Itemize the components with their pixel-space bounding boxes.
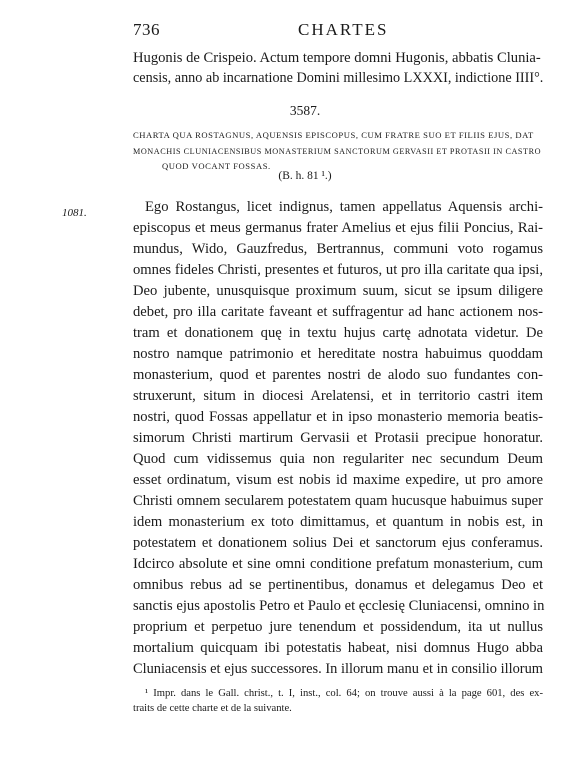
charter-body-line: sanctis ejus apostolis Petro et Paulo et ęcclesię Cluniacensi, omnino in bbox=[133, 598, 545, 614]
charter-body-line: potestatem et donationem solius Dei et sanctorum ejus conferamus. bbox=[133, 535, 543, 551]
charter-source: (B. h. 81 ¹.) bbox=[278, 170, 332, 182]
charter-body-line: omnibus rebus ad se pertinentibus, donamus et delegamus Deo et bbox=[133, 577, 543, 593]
charter-body-line: Idcirco absolute et sine omni conditione prefatum monasterium, cum bbox=[133, 556, 543, 572]
footnote-line: ¹ Impr. dans le Gall. christ., t. I, inst., col. 64; on trouve aussi à la page 601, des ex- bbox=[145, 688, 543, 699]
charter-body-line: Cluniacensis et ejus successores. In illorum manu et in consilio illorum bbox=[133, 661, 543, 677]
charter-body-line: Quod cum vidissemus quia non regulariter nec secundum Deum bbox=[133, 451, 543, 467]
charter-body-line: mortalium quicquam ibi potestatis habeat, nisi domnus Hugo abba bbox=[133, 640, 543, 656]
page-number: 736 bbox=[133, 20, 160, 39]
charter-body-line: tram et donationem quę in textu hujus cartę adnotata videtur. De bbox=[133, 325, 543, 341]
charter-summary-line: MONACHIS CLUNIACENSIBUS MONASTERIUM SANCTORUM GERVASII ET PROTASII IN CASTRO bbox=[133, 147, 542, 156]
charter-body-line: struxerunt, situm in diocesi Arelatensi, et in territorio castri item bbox=[133, 388, 543, 404]
charter-body-line: monasterium, quod et parentes nostri de alodo suo fundantes con- bbox=[133, 367, 543, 383]
charter-body-line: nostri, quod Fossas appellatur et in ipso monasterio memoria beatis- bbox=[133, 409, 543, 425]
charter-body-line: omnes fideles Christi, presentes et futuros, ut pro illa caritate qua ipsi, bbox=[133, 262, 543, 278]
charter-number: 3587. bbox=[289, 103, 321, 118]
margin-date: 1081. bbox=[62, 207, 87, 219]
charter-body-line: debet, pro illa caritate faveant et suffragentur ad hanc actionem nos- bbox=[133, 304, 543, 320]
charter-body-line: simorum Christi martirum Gervasii et Protasii precipue honoratur. bbox=[133, 430, 543, 446]
charter-body-line: episcopus et meus germanus frater Amelius et ejus filii Poncius, Rai- bbox=[133, 220, 543, 236]
charter-body-line: nostro namque patrimonio et hereditate nostra habuimus quoddam bbox=[133, 346, 543, 362]
charter-body-line: esset ordinatum, visum est nobis id maxime expedire, ut pro amore bbox=[133, 472, 543, 488]
charter-body-line: mundus, Wido, Gauzfredus, Bertrannus, communi voto rogamus bbox=[133, 241, 543, 257]
continuation-line: Hugonis de Crispeio. Actum tempore domni Hugonis, abbatis Clunia- bbox=[133, 50, 541, 66]
footnote-line: traits de cette charte et de la suivante. bbox=[133, 703, 292, 714]
charter-body-line: Ego Rostangus, licet indignus, tamen appellatus Aquensis archi- bbox=[145, 199, 543, 215]
charter-body-line: Deo jubente, unusquisque proximum suum, sicut se ipsum diligere bbox=[133, 283, 543, 299]
continuation-line: censis, anno ab incarnatione Domini millesimo LXXXI, indictione IIII°. bbox=[133, 70, 544, 86]
charter-body-line: idem monasterium ex toto dimittamus, et quantum in nobis est, in bbox=[133, 514, 543, 530]
charter-body-line: Christi omnem secularem potestatem quam hucusque habuimus super bbox=[133, 493, 543, 509]
charter-body-line: proprium et perpetuo jure tenendum et possidendum, ita ut nullus bbox=[133, 619, 543, 635]
running-head: CHARTES bbox=[298, 20, 389, 39]
charter-summary-line: QUOD VOCANT FOSSAS. bbox=[162, 161, 271, 171]
charter-summary-line: CHARTA QUA ROSTAGNUS, AQUENSIS EPISCOPUS, CUM FRATRE SUO ET FILIIS EJUS, DAT bbox=[133, 130, 534, 140]
